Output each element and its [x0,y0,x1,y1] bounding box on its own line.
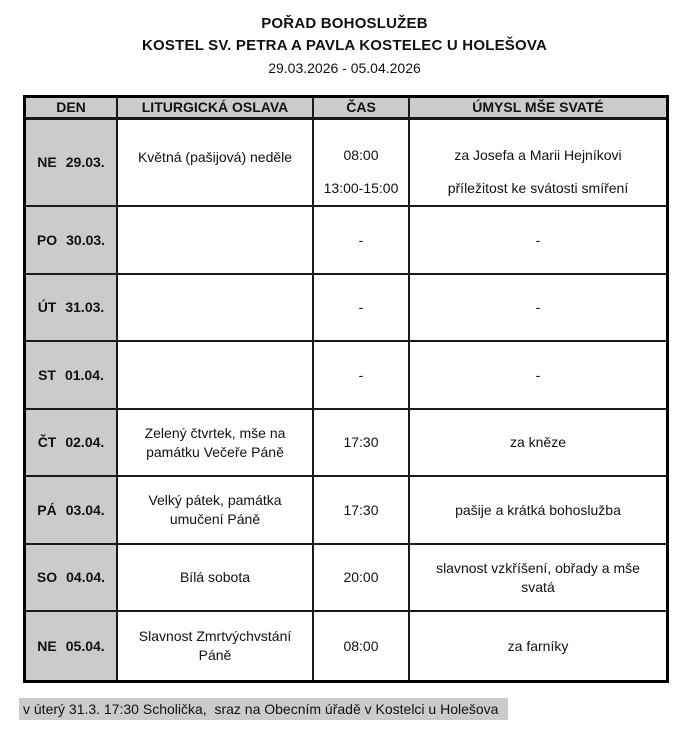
doc-title: POŘAD BOHOSLUŽEB [261,15,428,32]
day-date: 29.03. [65,154,105,170]
day-abbr: ÚT [37,299,57,315]
intention-entry-1: za Josefa a Marii Hejníkovi [454,147,622,163]
footer-note: v úterý 31.3. 17:30 Scholička, sraz na Obecním úřadě v Kostelci u Holešova [19,698,508,720]
day-abbr: PÁ [37,501,57,518]
day-abbr: SO [36,569,58,585]
celebration-text: Květná (pašijová) neděle [137,149,293,165]
cell-day [26,612,118,680]
col-header-cas: ČAS [314,98,410,120]
day-abbr: ST [38,366,56,383]
cell-time: 17:30 [314,410,410,477]
cell-day [26,207,118,275]
cell-intention: slavnost vzkříšení, obřady a mše svatá [410,545,666,612]
cell-intention: za kněze [410,410,666,477]
cell-celebration: Velký pátek, památka umučení Páně [118,477,314,545]
day-abbr: ČT [37,434,57,450]
day-date: 03.04. [65,501,105,518]
cell-intention: za farníky [507,637,569,654]
intention-entry-2: příležitost ke svátosti smíření [447,180,629,196]
cell-time: - [314,207,410,275]
col-header-umysl-mse-svate: ÚMYSL MŠE SVATÉ [410,98,666,120]
cell-day [26,342,118,410]
cell-day [26,410,118,477]
schedule-table [23,95,669,683]
cell-day [26,120,118,207]
cell-time: - [314,275,410,342]
day-date: 31.03. [65,299,105,315]
cell-intention: - [410,207,666,275]
cell-celebration [118,342,314,410]
cell-celebration [118,275,314,342]
cell-celebration [118,120,314,207]
cell-celebration: Slavnost Zmrtvýchvstání Páně [118,612,314,680]
cell-intention: pašije a krátká bohoslužba [410,477,666,545]
cell-celebration [118,207,314,275]
day-date: 04.04. [66,569,106,585]
cell-day [26,275,118,342]
day-date: 30.03. [66,231,106,248]
cell-time: 20:00 [314,545,410,612]
cell-intention [410,120,666,207]
cell-time: 17:30 [314,477,410,545]
cell-intention: - [410,275,666,342]
cell-day [26,545,118,612]
col-header-den: DEN [26,98,118,120]
day-date: 05.04. [65,637,105,654]
doc-date-range: 29.03.2026 - 05.04.2026 [268,60,421,76]
doc-subtitle: KOSTEL SV. PETRA A PAVLA KOSTELEC U HOLEŠOVA [142,37,547,54]
time-entry-2: 13:00-15:00 [323,180,399,196]
cell-time: - [314,342,410,410]
cell-intention: - [410,342,666,410]
cell-celebration: Bílá sobota [118,545,314,612]
day-abbr: PO [36,231,58,248]
cell-celebration: Zelený čtvrtek, mše na památku Večeře Páně [118,410,314,477]
day-date: 02.04. [65,434,105,450]
col-header-liturgicka-oslava: LITURGICKÁ OSLAVA [118,98,314,120]
cell-day [26,477,118,545]
document-header [0,13,689,79]
cell-time: 08:00 [314,612,410,680]
cell-time [314,120,410,207]
day-date: 01.04. [64,366,104,383]
time-entry-1: 08:00 [343,147,379,163]
day-abbr: NE [37,637,57,654]
day-abbr: NE [37,154,57,170]
